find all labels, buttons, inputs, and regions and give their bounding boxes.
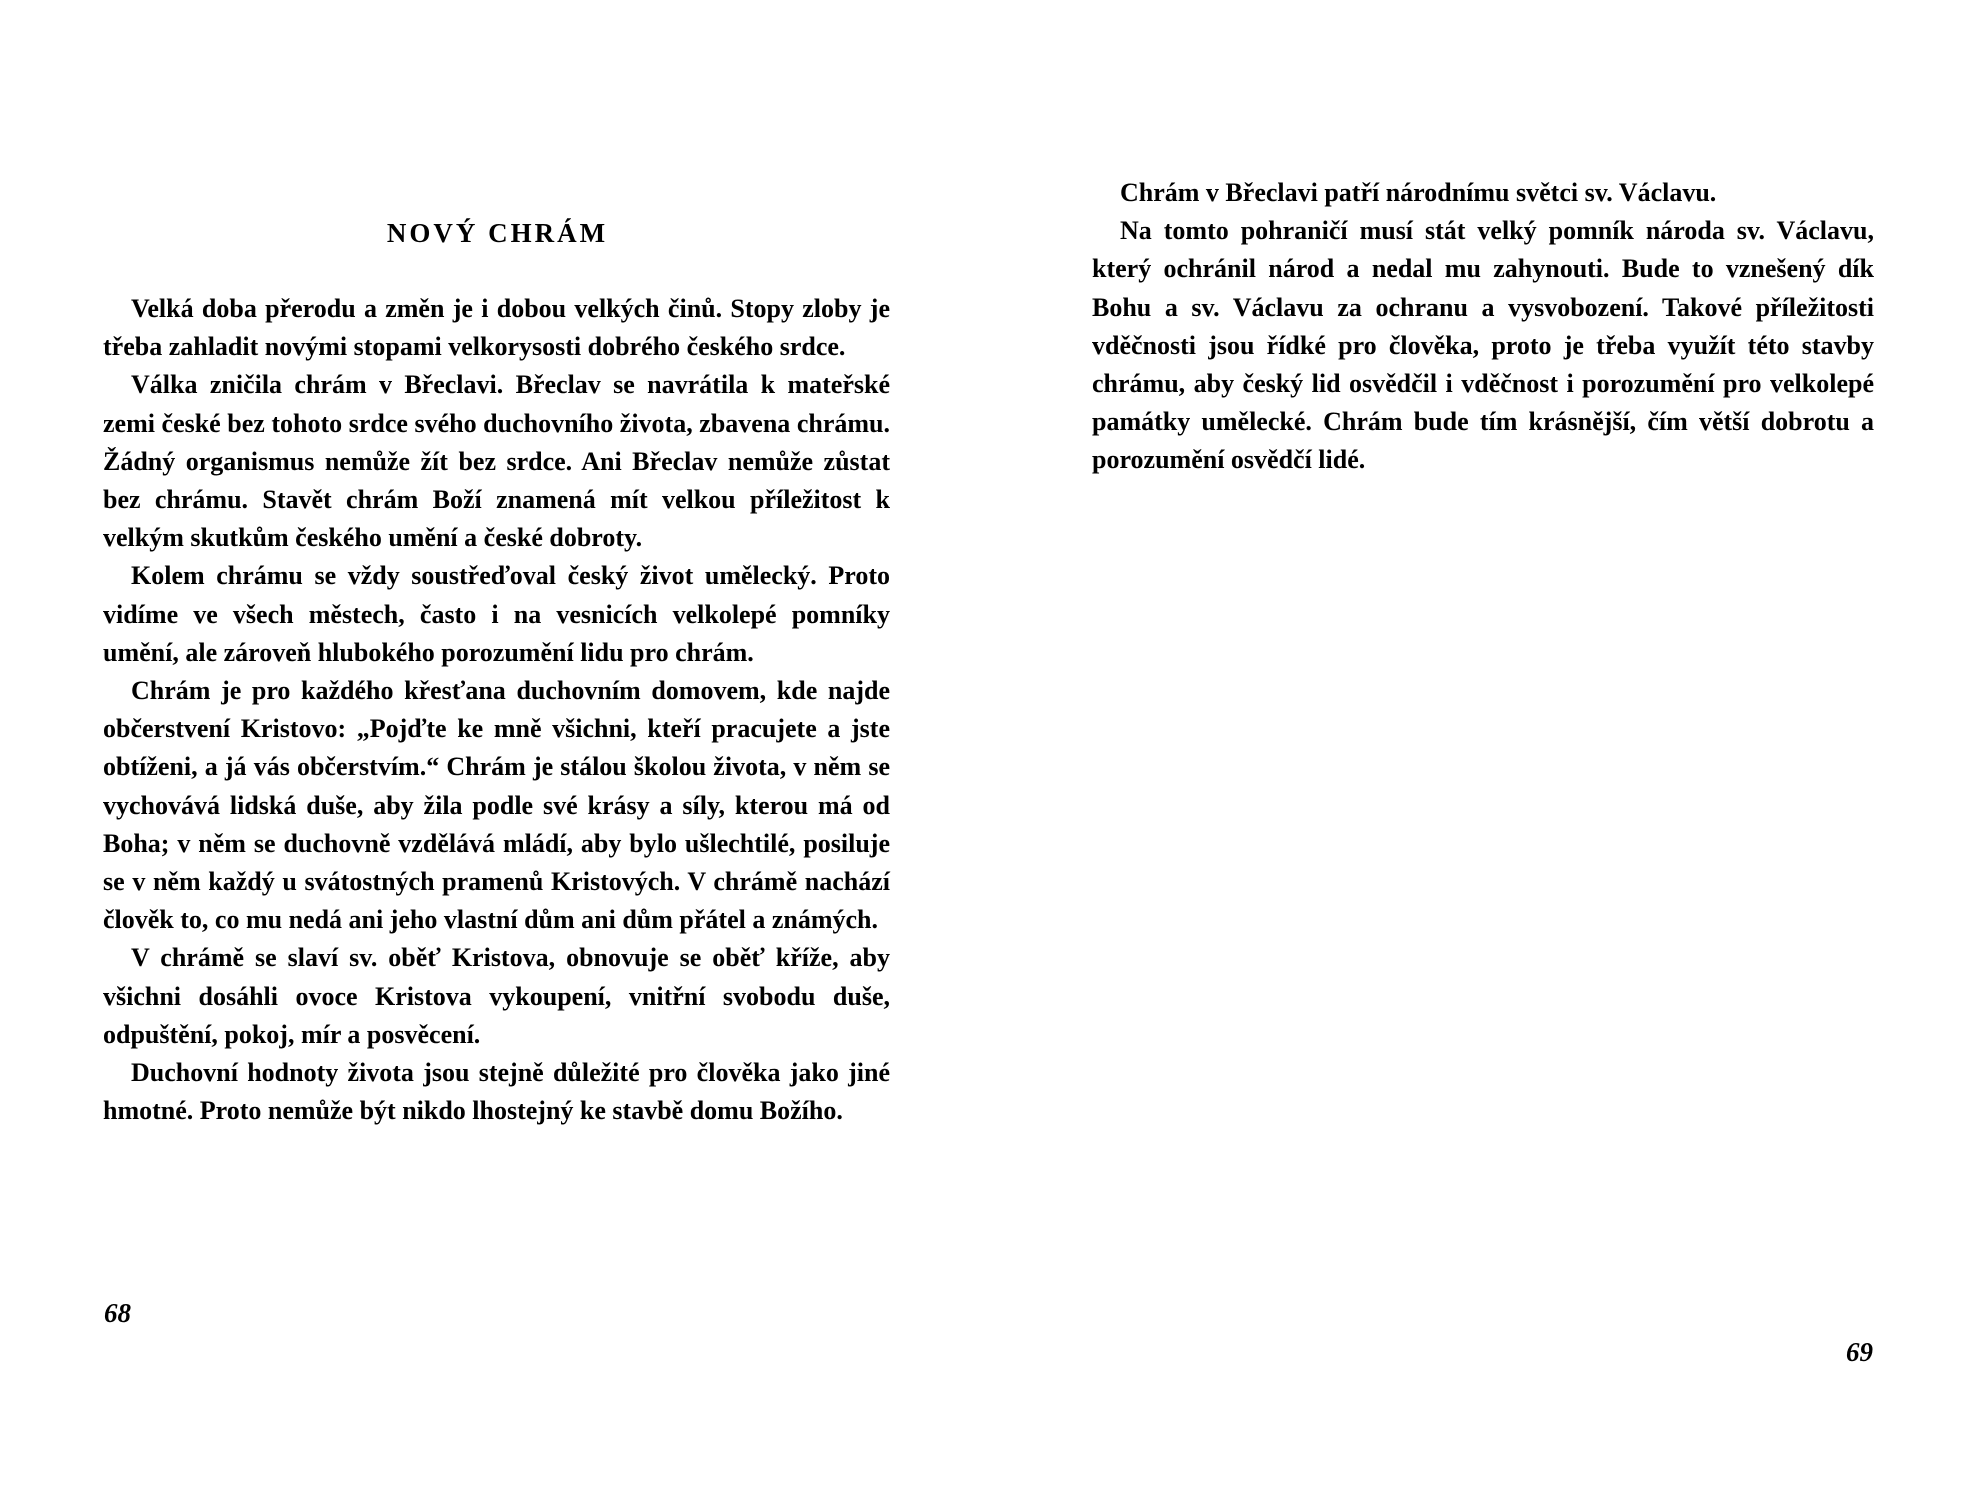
right-page [988,0,1976,1500]
paragraph: Na tomto pohraničí musí stát velký pomník národa sv. Václavu, který ochránil národ a nedal mu zahynouti. Bude to vznešený dík Bohu a sv. Václavu za ochranu a vysvobození. Takové příležitosti vděčnosti jsou řídké pro člověka, proto je třeba využít této stavby chrámu, aby český lid osvědčil i vděčnost i porozumění pro velkolepé památky umělecké. Chrám bude tím krásnější, čím větší dobrotu a porozumění osvědčí lidé. [1092,216,1874,475]
page-number-right: 69 [1846,1337,1873,1367]
paragraph: Velká doba přerodu a změn je i dobou velkých činů. Stopy zloby je třeba zahladit novými stopami velkorysosti dobrého českého srdce. [103,294,890,362]
page-title: NOVÝ CHRÁM [386,218,609,248]
paragraph: Chrám je pro každého křesťana duchovním domovem, kde najde občerstvení Kristovo: „Pojďte ke mně všichni, kteří pracujete a jste obtíženi, a já vás občerstvím.“ Chrám je stálou školou života, v něm se vychovává lidská duše, aby žila podle své krásy a síly, kterou má od Boha; v něm se duchovně vzdělává mládí, aby bylo ušlechtilé, posiluje se v něm každý u svátostných pramenů Kristových. V chrámě nachází člověk to, co mu nedá ani jeho vlastní dům ani dům přátel a známých. [103,676,890,935]
paragraph: Duchovní hodnoty života jsou stejně důležité pro člověka jako jiné hmotné. Proto nemůže být nikdo lhostejný ke stavbě domu Božího. [103,1058,890,1126]
paragraph: Kolem chrámu se vždy soustřeďoval český život umělecký. Proto vidíme ve všech městech, často i na vesnicích velkolepé pomníky umění, ale zároveň hlubokého porozumění lidu pro chrám. [103,561,890,667]
page-number-left: 68 [104,1298,131,1328]
paragraph: V chrámě se slaví sv. oběť Kristova, obnovuje se oběť kříže, aby všichni dosáhli ovoce Kristova vykoupení, vnitřní svobodu duše, odpuštění, pokoj, mír a posvěcení. [103,943,890,1049]
right-page-text [1092,174,1874,480]
left-page-text [103,290,890,1130]
paragraph: Chrám v Břeclavi patří národnímu světci sv. Václavu. [1120,178,1717,207]
paragraph: Válka zničila chrám v Břeclavi. Břeclav se navrátila k mateřské zemi české bez tohoto srdce svého duchovního života, zbavena chrámu. Žádný organismus nemůže žít bez srdce. Ani Břeclav nemůže zůstat bez chrámu. Stavět chrám Boží znamená mít velkou příležitost k velkým skutkům českého umění a české dobroty. [103,370,890,553]
